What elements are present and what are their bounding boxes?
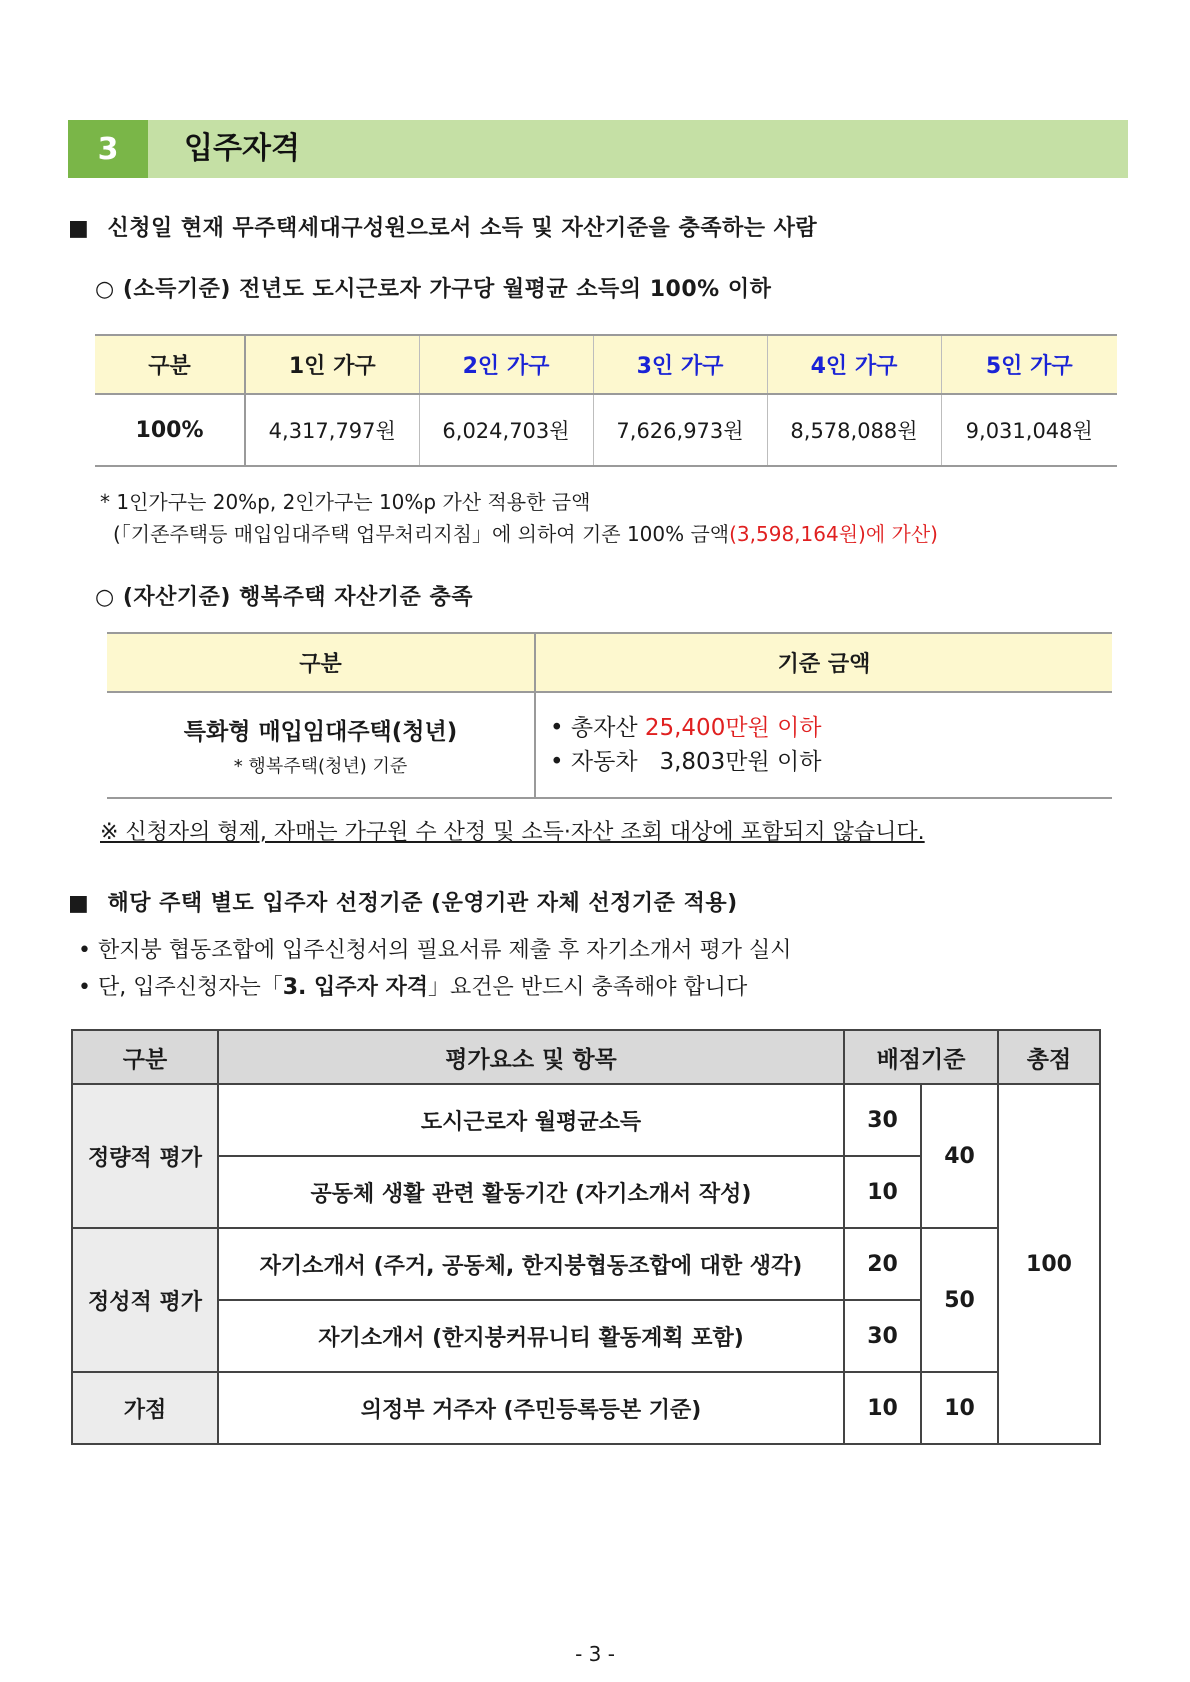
income-value-3p: 7,626,973원 xyxy=(593,394,767,466)
asset-table-row xyxy=(107,692,1112,798)
income-note-2: (「기존주택등 매입임대주택 업무처리지침」에 의하여 기존 100% 금액(3,598,164원)에 가산) xyxy=(113,522,938,546)
income-header-3p: 3인 가구 xyxy=(593,335,767,394)
square-bullet-icon: ■ xyxy=(68,216,90,241)
asset-header-amount: 기준 금액 xyxy=(535,633,1112,692)
evaluation-table xyxy=(71,1029,1101,1445)
base-amount-highlight: (3,598,164원)에 가산) xyxy=(729,522,938,546)
asset-header-category: 구분 xyxy=(107,633,535,692)
eval-group-quantitative: 정량적 평가 xyxy=(72,1084,218,1228)
eval-item: 자기소개서 (주거, 공동체, 한지붕협동조합에 대한 생각) xyxy=(218,1228,844,1300)
income-header-5p: 5인 가구 xyxy=(941,335,1117,394)
evaluation-table-header xyxy=(72,1030,1100,1084)
income-header-category: 구분 xyxy=(95,335,245,394)
family-member-note: ※ 신청자의 형제, 자매는 가구원 수 산정 및 소득·자산 조회 대상에 포함되지 않습니다. xyxy=(100,820,925,845)
income-value-5p: 9,031,048원 xyxy=(941,394,1117,466)
total-asset-limit: • 총자산 25,400만원 이하 xyxy=(550,715,822,741)
section-header xyxy=(68,120,1128,178)
income-header-1p: 1인 가구 xyxy=(245,335,419,394)
eval-group-subtotal: 50 xyxy=(921,1228,998,1372)
eval-group-qualitative: 정성적 평가 xyxy=(72,1228,218,1372)
asset-row-sub: * 행복주택(청년) 기준 xyxy=(233,755,408,777)
income-value-1p: 4,317,797원 xyxy=(245,394,419,466)
income-header-4p: 4인 가구 xyxy=(767,335,941,394)
selection-heading: ■ 해당 주택 별도 입주자 선정기준 (운영기관 자체 선정기준 적용) xyxy=(68,891,738,916)
qualification-heading: ■ 신청일 현재 무주택세대구성원으로서 소득 및 자산기준을 충족하는 사람 xyxy=(68,216,818,241)
eval-header-total: 총점 xyxy=(998,1030,1100,1084)
eval-group-subtotal: 10 xyxy=(921,1372,998,1444)
asset-row-amounts xyxy=(535,692,1112,798)
eval-item-score: 10 xyxy=(844,1372,921,1444)
eval-item-score: 20 xyxy=(844,1228,921,1300)
selection-line-1: • 한지붕 협동조합에 입주신청서의 필요서류 제출 후 자기소개서 평가 실시 xyxy=(78,938,792,963)
eval-item: 자기소개서 (한지붕커뮤니티 활동계획 포함) xyxy=(218,1300,844,1372)
eval-item: 도시근로자 월평균소득 xyxy=(218,1084,844,1156)
eval-item-score: 10 xyxy=(844,1156,921,1228)
asset-table-header xyxy=(107,633,1112,692)
section-number: 3 xyxy=(68,120,148,178)
page-number: - 3 - xyxy=(575,1642,615,1666)
income-header-2p: 2인 가구 xyxy=(419,335,593,394)
asset-row-category xyxy=(107,692,535,798)
income-table xyxy=(95,334,1117,467)
asset-row-name: 특화형 매입임대주택(청년) xyxy=(183,718,458,745)
table-row xyxy=(72,1084,1100,1156)
selection-line-2: • 단, 입주신청자는「3. 입주자 자격」요건은 반드시 충족해야 합니다 xyxy=(78,975,748,1000)
income-row-label: 100% xyxy=(95,394,245,466)
eval-header-category: 구분 xyxy=(72,1030,218,1084)
eval-group-subtotal: 40 xyxy=(921,1084,998,1228)
section-title: 입주자격 xyxy=(184,131,300,166)
income-criteria-label: ○ (소득기준) 전년도 도시근로자 가구당 월평균 소득의 100% 이하 xyxy=(95,277,772,302)
income-note-1: * 1인가구는 20%p, 2인가구는 10%p 가산 적용한 금액 xyxy=(100,490,591,514)
table-row xyxy=(72,1228,1100,1300)
eval-group-bonus: 가점 xyxy=(72,1372,218,1444)
car-asset-limit: • 자동차 3,803만원 이하 xyxy=(550,749,822,775)
table-row xyxy=(72,1372,1100,1444)
eval-header-score: 배점기준 xyxy=(844,1030,998,1084)
eval-item: 공동체 생활 관련 활동기간 (자기소개서 작성) xyxy=(218,1156,844,1228)
income-table-row xyxy=(95,394,1117,466)
income-value-2p: 6,024,703원 xyxy=(419,394,593,466)
eval-item: 의정부 거주자 (주민등록등본 기준) xyxy=(218,1372,844,1444)
eval-header-items: 평가요소 및 항목 xyxy=(218,1030,844,1084)
square-bullet-icon: ■ xyxy=(68,891,90,916)
asset-criteria-label: ○ (자산기준) 행복주택 자산기준 충족 xyxy=(95,585,473,610)
eval-item-score: 30 xyxy=(844,1300,921,1372)
asset-table xyxy=(107,632,1112,799)
income-table-header xyxy=(95,335,1117,394)
eval-total-score: 100 xyxy=(998,1084,1100,1444)
eval-item-score: 30 xyxy=(844,1084,921,1156)
income-value-4p: 8,578,088원 xyxy=(767,394,941,466)
